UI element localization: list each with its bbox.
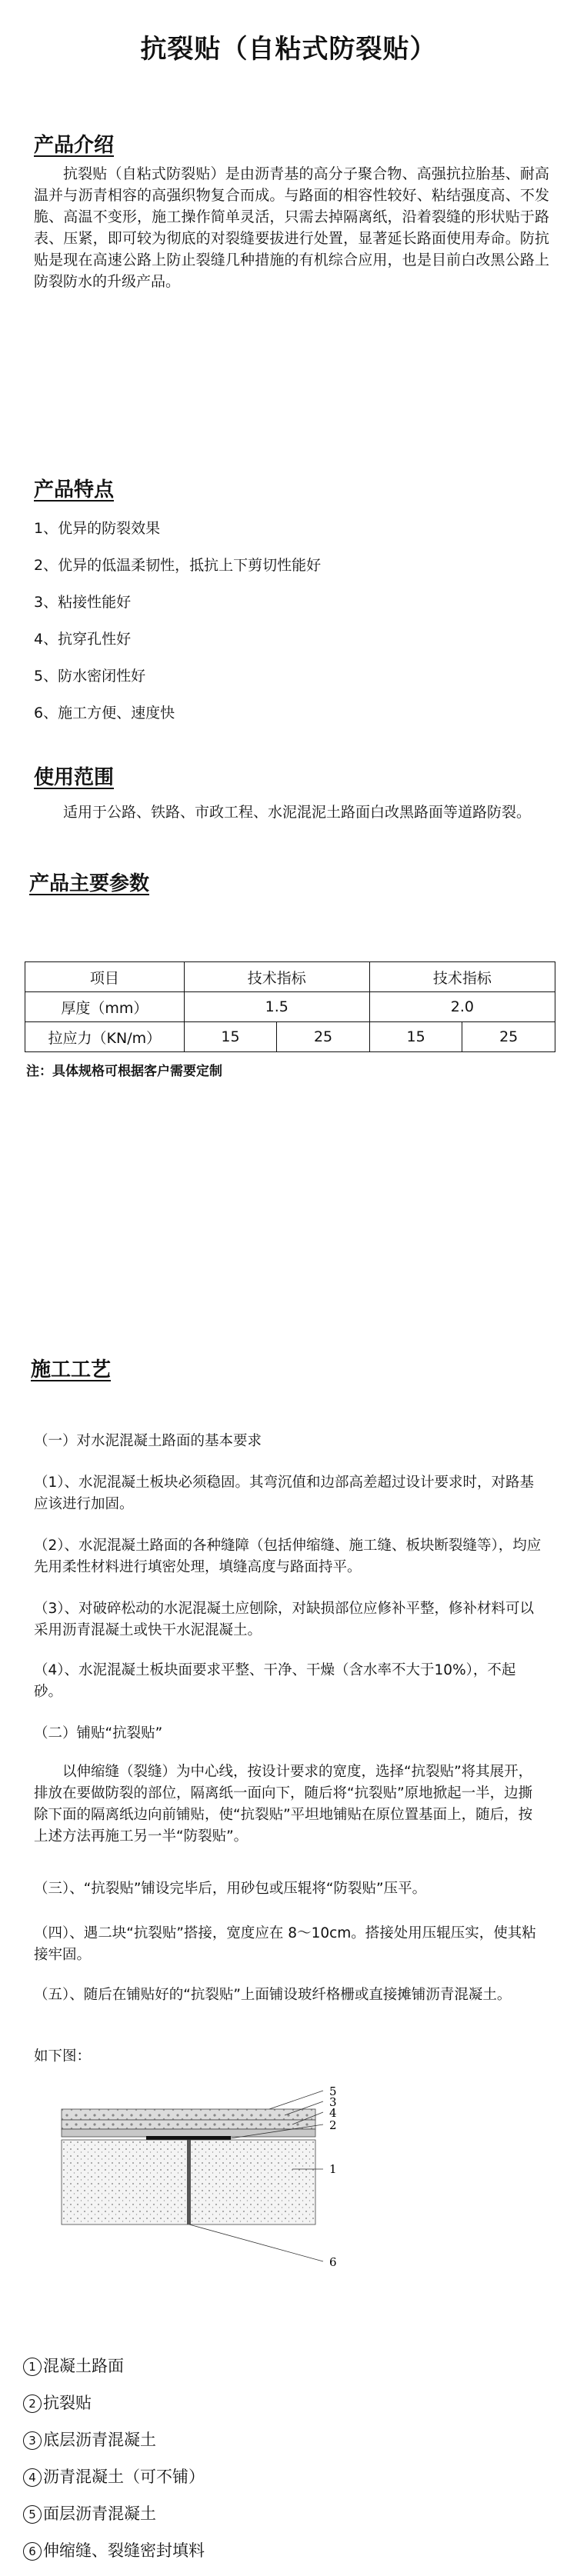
params-note: 注：具体规格可根据客户需要定制 [26,1064,222,1079]
table-header-cell: 项目 [25,962,185,992]
section-heading-features: 产品特点 [34,478,115,502]
table-row [25,962,555,992]
intro-paragraph: 抗裂贴（自粘式防裂贴）是由沥青基的高分子聚合物、高强抗拉胎基、耐高温并与沥青相容的高强织物复合而成。与路面的相容性较好、粘结强度高、不发脆、高温不变形，施工操作简单灵活，只需去掉隔离纸，沿着裂缝的形状贴于路表、压紧，即可较为彻底的对裂缝要拔进行处置，显著延长路面使用寿命。防抗贴是现在高速公路上防止裂缝几种措施的有机综合应用，也是目前白改黑公路上防裂防水的升级产品。 [34,165,549,290]
process-paragraph: （1）、水泥混凝土板块必须稳固。其弯沉值和边部高差超过设计要求时，对路基应该进行加固。 [34,1475,535,1512]
legend-text: 沥青混凝土（可不铺） [43,2468,205,2486]
table-cell: 厚度（mm） [25,992,185,1022]
diagram-label: 1 [329,2162,337,2176]
number-badge: 1 [23,2358,42,2376]
layer-4 [62,2129,315,2137]
table-row [25,992,555,1022]
feature-item: 2、优异的低温柔韧性，抵抗上下剪切性能好 [34,557,322,574]
process-paragraph: （三）、“抗裂贴”铺设完毕后，用砂包或压辊将“防裂贴”压平。 [34,1881,427,1897]
section-heading-params: 产品主要参数 [29,872,150,895]
legend-item [23,2538,205,2561]
section-heading-intro: 产品介绍 [34,134,115,157]
process-subheading: （一）对水泥混凝土路面的基本要求 [34,1433,262,1449]
page-title: 抗裂贴（自粘式防裂贴） [140,34,437,65]
table-row [25,1022,555,1052]
table-cell: 2.0 [369,992,555,1022]
feature-item: 5、防水密闭性好 [34,668,146,685]
number-badge: 2 [23,2394,42,2413]
joint-filler [187,2140,191,2224]
diagram-label: 2 [329,2118,337,2132]
legend-text: 面层沥青混凝土 [43,2504,156,2523]
feature-item: 6、施工方便、速度快 [34,705,175,721]
legend-text: 抗裂贴 [43,2394,92,2412]
legend-text: 底层沥青混凝土 [43,2431,156,2449]
diagram-label: 4 [329,2106,337,2120]
table-cell: 15 [369,1022,462,1052]
table-cell: 1.5 [184,992,369,1022]
table-cell: 25 [277,1022,370,1052]
diagram-label: 3 [329,2095,337,2109]
table-cell: 25 [462,1022,555,1052]
legend-item [23,2354,124,2377]
layer-5 [62,2109,315,2120]
process-paragraph: （4）、水泥混凝土板块面要求平整、干净、干燥（含水率不大于10%），不起砂。 [34,1662,516,1700]
process-paragraph: （2）、水泥混凝土路面的各种缝障（包括伸缩缝、施工缝、板块断裂缝等），均应先用柔性材料进行填密处理，填缝高度与路面持平。 [34,1538,542,1575]
section-heading-process: 施工工艺 [31,1358,112,1381]
params-table [25,961,555,1052]
legend-item [23,2501,156,2524]
legend-item [23,2428,156,2451]
number-badge: 3 [23,2431,42,2450]
number-badge: 4 [23,2468,42,2487]
number-badge: 6 [23,2542,42,2561]
process-paragraph: 以伸缩缝（裂缝）为中心线，按设计要求的宽度，选择“抗裂贴”将其展开，排放在要做防裂的部位，隔离纸一面向下，随后将“抗裂贴”原地掀起一半，边撕除下面的隔离纸边向前铺贴，使“抗裂贴”平坦地铺贴在原位置基面上，随后，按上述方法再施工另一半“防裂贴”。 [34,1764,533,1845]
process-paragraph: （3）、对破碎松动的水泥混凝土应刨除，对缺损部位应修补平整，修补材料可以采用沥青混凝土或快干水泥混凝土。 [34,1601,535,1638]
number-badge: 5 [23,2505,42,2524]
process-subheading: （二）铺贴“抗裂贴” [34,1725,163,1741]
feature-item: 1、优异的防裂效果 [34,520,161,537]
figure-caption: 如下图： [34,2048,92,2064]
feature-item: 3、粘接性能好 [34,594,132,611]
crack-tape [146,2136,231,2140]
legend-text: 混凝土路面 [43,2357,124,2375]
feature-item: 4、抗穿孔性好 [34,631,132,648]
legend-item [23,2464,205,2488]
legend-item [23,2391,92,2414]
table-cell: 15 [184,1022,277,1052]
section-heading-scope: 使用范围 [34,766,115,789]
diagram-label: 5 [329,2084,337,2098]
table-cell: 拉应力（KN/m） [25,1022,185,1052]
diagram-label: 6 [329,2255,337,2269]
process-paragraph: （五）、随后在铺贴好的“抗裂贴”上面铺设玻纤格栅或直接摊铺沥青混凝土。 [34,1987,512,2003]
table-header-cell: 技术指标 [369,962,555,992]
layer-3 [62,2120,315,2129]
scope-paragraph: 适用于公路、铁路、市政工程、水泥混泥土路面白改黑路面等道路防裂。 [63,804,532,821]
legend-text: 伸缩缝、裂缝密封填料 [43,2541,205,2560]
table-header-cell: 技术指标 [184,962,369,992]
process-paragraph: （四）、遇二块“抗裂贴”搭接，宽度应在 8～10cm。搭接处用压辊压实，使其粘接牢固。 [34,1925,536,1963]
road-cross-section-diagram [0,2084,577,2315]
